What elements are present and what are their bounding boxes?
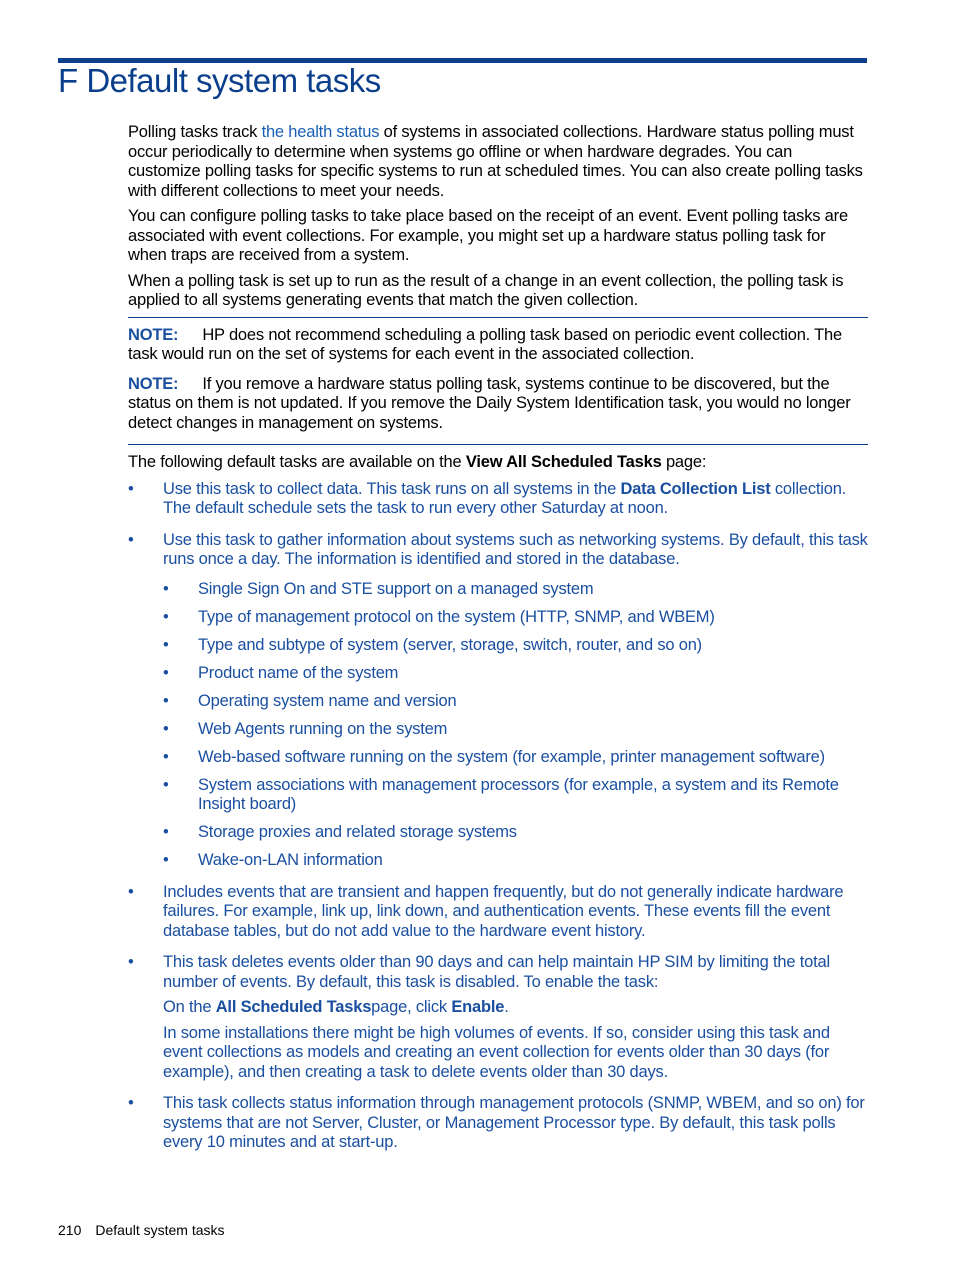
intro-paragraph-3: When a polling task is set up to run as the result of a change in an event collection, the polling task is applied to all systems generating events that match the given collection.: [128, 271, 844, 309]
task-text: Use this task to gather information about systems such as networking systems. By default, this task runs once a day. The information is identified and stored in the database.: [163, 530, 868, 568]
default-tasks-list: [128, 480, 868, 1153]
page-body: [128, 123, 868, 1165]
bullet-icon: •: [163, 775, 169, 794]
bullet-icon: •: [128, 1094, 134, 1112]
bullet-icon: •: [163, 747, 169, 766]
note-text: HP does not recommend scheduling a polling task based on periodic event collection. The task would run on the set of systems for each event in the associated collection.: [128, 325, 842, 363]
sub-list-item: [163, 608, 868, 628]
step-text: .: [504, 998, 509, 1016]
intro-text-after-link: of systems in associated collections. Hardware status polling must occur periodically to determine when systems go offline or when hardware degrades. You can customize polling tasks for specific systems to run at scheduled times. You can also create polling tasks with different collections to meet your needs.: [128, 123, 863, 200]
task-text: This task deletes events older than 90 days and can help maintain HP SIM by limiting the total number of events. By default, this task is disabled. To enable the task:: [163, 953, 830, 991]
tasks-intro-before: The following default tasks are available on the: [128, 453, 466, 471]
sub-item-text: System associations with management processors (for example, a system and its Remote Insight board): [198, 775, 839, 813]
intro-paragraph-1: [128, 123, 868, 201]
bullet-icon: •: [163, 719, 169, 738]
task-item-delete-events: [128, 953, 868, 1082]
task-item-transient-events: [128, 883, 868, 942]
sub-list-item: [163, 776, 868, 815]
note-2: [128, 375, 868, 434]
footer-section-title: Default system tasks: [95, 1222, 225, 1238]
page-number: 210: [58, 1222, 82, 1238]
enable-step: [163, 998, 868, 1018]
task-item-status-polling: [128, 1094, 868, 1153]
sub-item-text: Storage proxies and related storage systems: [198, 823, 517, 841]
intro-paragraph-2: You can configure polling tasks to take place based on the receipt of an event. Event polling tasks are associated with event collections. For example, you might set up a hardware status polling task for when traps are received from a system.: [128, 207, 848, 264]
followup-paragraph: In some installations there might be high volumes of events. If so, consider using this task and event collections as models and creating an event collection for events older than 30 days (for example), and then creating a task to delete events older than 30 days.: [163, 1023, 830, 1081]
task-item-system-identification: [128, 531, 868, 871]
page-footer: [58, 1222, 225, 1238]
bullet-icon: •: [128, 953, 134, 971]
step-text: On the: [163, 998, 216, 1016]
note-1: [128, 326, 868, 365]
sub-list-item: [163, 851, 868, 871]
view-all-scheduled-tasks-label: View All Scheduled Tasks: [465, 453, 662, 471]
bullet-icon: •: [163, 663, 169, 682]
sub-list-item: [163, 692, 868, 712]
bullet-icon: •: [163, 851, 169, 869]
note-text: If you remove a hardware status polling task, systems continue to be discovered, but the status on them is not updated. If you remove the Daily System Identification task, you would no longer detect changes in management on systems.: [128, 374, 851, 432]
bullet-icon: •: [128, 882, 134, 901]
sub-item-text: Wake-on-LAN information: [198, 851, 383, 869]
sub-item-text: Product name of the system: [198, 663, 399, 682]
bullet-icon: •: [163, 691, 169, 710]
note-label: NOTE:: [128, 325, 179, 344]
sub-item-text: Web-based software running on the system (for example, printer management software): [198, 747, 825, 766]
tasks-intro: [128, 453, 868, 473]
bullet-icon: •: [163, 635, 169, 654]
bullet-icon: •: [163, 823, 169, 841]
note-label: NOTE:: [128, 374, 179, 393]
sub-item-text: Single Sign On and STE support on a managed system: [198, 579, 594, 598]
task-item-data-collection: [128, 480, 868, 519]
chapter-title: F Default system tasks: [58, 62, 381, 99]
sub-item-text: Web Agents running on the system: [198, 719, 448, 738]
health-status-link[interactable]: the health status: [261, 123, 380, 141]
sub-item-text: Operating system name and version: [198, 691, 457, 710]
sub-list-item: [163, 748, 868, 768]
sub-list-item: [163, 823, 868, 843]
data-collection-list-label: Data Collection List: [620, 479, 771, 498]
sub-list-item: [163, 636, 868, 656]
bullet-icon: •: [128, 479, 134, 498]
task-text: collection. The default schedule sets the task to run every other Saturday at noon.: [163, 479, 847, 517]
step-text: page, click: [371, 998, 452, 1016]
notes-box: [128, 317, 868, 446]
bullet-icon: •: [163, 607, 169, 626]
sub-list-item: [163, 720, 868, 740]
bullet-icon: •: [128, 530, 134, 549]
task-text: Includes events that are transient and happen frequently, but do not generally indicate hardware failures. For example, link up, link down, and authentication events. These events fill the event database tables, but do not add value to the hardware event history.: [163, 882, 844, 940]
identification-items-list: [163, 580, 868, 871]
tasks-intro-after: page:: [661, 453, 707, 471]
bullet-icon: •: [163, 579, 169, 598]
task-text: Use this task to collect data. This task runs on all systems in the: [163, 479, 621, 498]
sub-item-text: Type of management protocol on the system (HTTP, SNMP, and WBEM): [198, 607, 715, 626]
sub-list-item: [163, 580, 868, 600]
enable-label: Enable: [451, 998, 505, 1016]
sub-list-item: [163, 664, 868, 684]
sub-item-text: Type and subtype of system (server, storage, switch, router, and so on): [198, 635, 702, 654]
task-text: This task collects status information through management protocols (SNMP, WBEM, and so on) for systems that are not Server, Cluster, or Management Processor type. By default, this task polls every 10 minutes and at start-up.: [163, 1094, 865, 1151]
all-scheduled-tasks-label: All Scheduled Tasks: [215, 998, 372, 1016]
intro-text-before-link: Polling tasks track: [128, 123, 262, 141]
